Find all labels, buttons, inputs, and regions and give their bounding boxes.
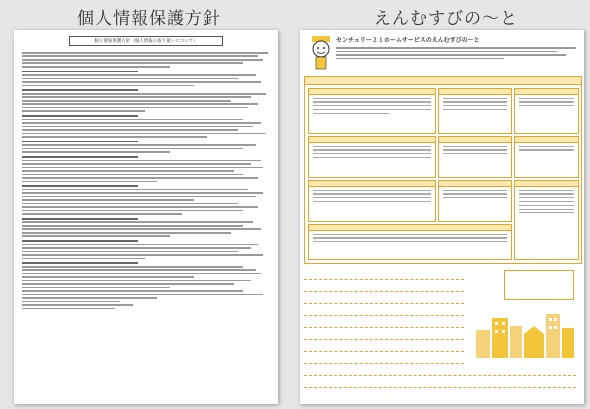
survey-box[interactable]	[438, 180, 512, 222]
text-line	[22, 74, 256, 76]
contact-row[interactable]	[304, 378, 576, 388]
contact-row[interactable]	[304, 366, 576, 376]
text-line	[22, 189, 248, 191]
text-line	[22, 89, 138, 91]
text-line	[22, 304, 133, 306]
text-line	[22, 221, 253, 223]
text-line	[22, 177, 258, 179]
text-line	[22, 225, 243, 227]
text-line	[22, 110, 145, 112]
survey-box[interactable]	[514, 180, 579, 260]
city-illustration-icon	[476, 300, 576, 358]
text-line	[22, 276, 194, 278]
contact-row-name[interactable]	[304, 270, 464, 280]
text-line	[22, 235, 170, 237]
text-line	[22, 59, 263, 61]
survey-box[interactable]	[308, 224, 512, 260]
text-line	[22, 181, 157, 183]
text-line	[22, 141, 138, 143]
text-line	[22, 78, 238, 80]
text-line	[22, 192, 263, 194]
text-line	[22, 126, 253, 128]
text-line	[22, 232, 231, 234]
text-line	[22, 273, 261, 275]
text-line	[22, 308, 115, 310]
contact-row[interactable]	[304, 318, 464, 328]
text-line	[22, 167, 263, 169]
mascot-icon	[308, 33, 334, 73]
text-line	[22, 119, 243, 121]
text-line	[22, 290, 243, 292]
text-line	[22, 206, 258, 208]
text-line	[22, 136, 207, 138]
contact-row[interactable]	[304, 354, 464, 364]
text-line	[22, 156, 138, 158]
text-line	[22, 287, 170, 289]
survey-box[interactable]	[514, 136, 579, 178]
text-line	[22, 100, 231, 102]
text-line	[22, 240, 138, 242]
text-line	[22, 266, 243, 268]
survey-section	[304, 76, 582, 264]
text-line	[22, 244, 258, 246]
text-line	[22, 96, 251, 98]
text-line	[22, 148, 243, 150]
policy-body-text	[14, 52, 278, 309]
contact-row[interactable]	[304, 330, 464, 340]
text-line	[22, 199, 194, 201]
text-line	[22, 247, 251, 249]
text-line	[22, 251, 238, 253]
text-line	[22, 228, 261, 230]
left-title: 個人情報保護方針	[77, 9, 221, 29]
text-line	[22, 213, 182, 215]
text-line	[22, 85, 194, 87]
text-line	[22, 66, 170, 68]
text-line	[22, 144, 256, 146]
text-line	[22, 81, 261, 83]
right-title: えんむすびの～と	[374, 9, 518, 29]
text-line	[22, 280, 251, 282]
contact-row[interactable]	[304, 294, 464, 304]
text-line	[22, 115, 138, 117]
text-line	[22, 107, 248, 109]
survey-box[interactable]	[438, 88, 512, 134]
policy-subtitle: 個人情報保護方針（個人情報の取り扱いについて）	[69, 36, 223, 46]
survey-box[interactable]	[308, 180, 436, 222]
text-line	[22, 129, 238, 131]
form-header	[304, 33, 580, 75]
survey-question-band	[305, 77, 581, 85]
text-line	[22, 170, 234, 172]
privacy-policy-page[interactable]	[14, 30, 278, 404]
text-line	[22, 133, 266, 135]
stamp-box	[504, 270, 574, 300]
text-line	[22, 55, 258, 57]
text-line	[22, 93, 266, 95]
text-line	[22, 262, 138, 264]
text-line	[22, 163, 251, 165]
survey-box[interactable]	[308, 136, 436, 178]
text-line	[22, 174, 243, 176]
text-line	[22, 52, 268, 54]
text-line	[22, 62, 243, 64]
text-line	[22, 258, 145, 260]
text-line	[22, 160, 261, 162]
text-line	[22, 210, 243, 212]
text-line	[22, 254, 263, 256]
text-line	[22, 269, 256, 271]
text-line	[22, 203, 238, 205]
form-intro-text	[336, 45, 576, 59]
text-line	[22, 122, 261, 124]
text-line	[22, 301, 120, 303]
contact-row[interactable]	[304, 342, 464, 352]
text-line	[22, 294, 263, 296]
text-line	[22, 297, 157, 299]
survey-box[interactable]	[438, 136, 512, 178]
text-line	[22, 218, 138, 220]
text-line	[22, 103, 258, 105]
survey-box[interactable]	[308, 88, 436, 134]
text-line	[22, 151, 170, 153]
survey-box[interactable]	[514, 88, 579, 134]
text-line	[22, 71, 138, 73]
text-line	[22, 196, 256, 198]
text-line	[22, 185, 138, 187]
enmusubi-note-form-page[interactable]	[300, 30, 584, 404]
contact-row[interactable]	[304, 306, 464, 316]
text-line	[22, 283, 234, 285]
contact-row[interactable]	[304, 282, 464, 292]
form-header-title: センチュリー２１ホームサービスのえんむすびの～と	[336, 37, 480, 44]
